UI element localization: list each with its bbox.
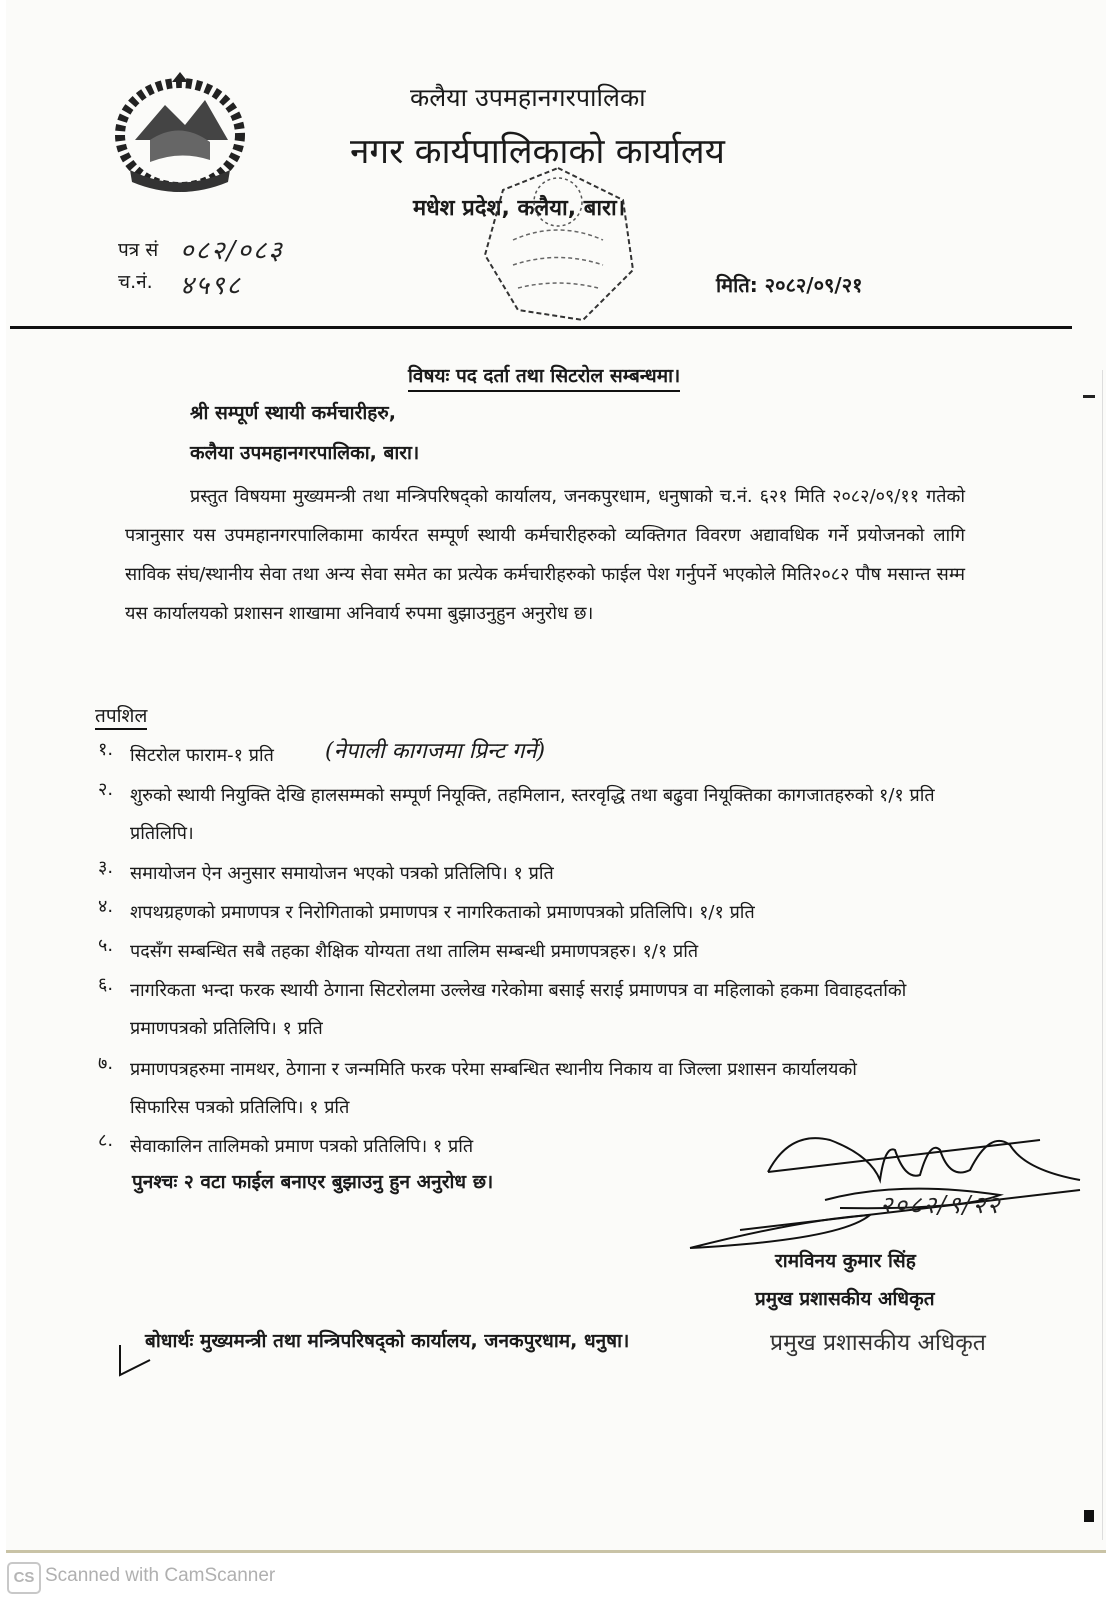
signer-title: प्रमुख प्रशासकीय अधिकृत bbox=[755, 1288, 935, 1310]
camscanner-logo-icon: CS bbox=[7, 1562, 41, 1594]
item-text: समायोजन ऐन अनुसार समायोजन भएको पत्रको प्रतिलिपि। १ प्रति bbox=[130, 863, 554, 884]
item-text: शपथग्रहणको प्रमाणपत्र र निरोगिताको प्रमाणपत्र र नागरिकताको प्रमाणपत्रको प्रतिलिपि। १/१ प्रति bbox=[130, 902, 755, 923]
item-text: प्रमाणपत्रहरुमा नामथर, ठेगाना र जन्ममिति फरक परेमा सम्बन्धित स्थानीय निकाय वा जिल्ला प्रशासन कार्यालयको सिफारिस पत्रको प्रतिलिपि। १ प्रति bbox=[130, 1059, 857, 1118]
schedule-item bbox=[98, 737, 330, 775]
schedule-item bbox=[98, 972, 965, 1048]
office-seal-stamp bbox=[473, 160, 643, 330]
item-number: ६. bbox=[98, 974, 114, 995]
office-name: नगर कार्यपालिकाको कार्यालय bbox=[350, 132, 725, 172]
dispatch-number-value: ४५९८ bbox=[180, 271, 243, 301]
letter-number-label: पत्र सं bbox=[118, 239, 159, 261]
schedule-item bbox=[98, 894, 965, 932]
item-number: ७. bbox=[98, 1053, 114, 1074]
item-text: नागरिकता भन्दा फरक स्थायी ठेगाना सिटरोलमा उल्लेख गरेकोमा बसाई सराई प्रमाणपत्र वा महिलाको हकमा विवाहदर्ताको प्रमाणपत्रको प्रतिलिपि। १ प्रति bbox=[130, 980, 907, 1039]
signer-name: रामविनय कुमार सिंह bbox=[775, 1250, 916, 1272]
item-text: सिटरोल फाराम-१ प्रति bbox=[130, 745, 274, 766]
item-number: १. bbox=[98, 739, 114, 760]
official-title-stamp: प्रमुख प्रशासकीय अधिकृत bbox=[770, 1330, 986, 1356]
municipality-name: कलैया उपमहानगरपालिका bbox=[410, 83, 646, 112]
schedule-item bbox=[98, 855, 965, 893]
schedule-item bbox=[98, 1128, 690, 1166]
office-address: मधेश प्रदेश, कलैया, बारा। bbox=[413, 196, 626, 221]
item-number: २. bbox=[98, 779, 114, 800]
cc-line: बोधार्थः मुख्यमन्त्री तथा मन्त्रिपरिषद्को कार्यालय, जनकपुरधाम, धनुषा। bbox=[145, 1330, 630, 1352]
edge-mark bbox=[1084, 1510, 1094, 1522]
dispatch-number-label: च.नं. bbox=[118, 271, 153, 293]
signature-date: २०८२/९/२२ bbox=[880, 1191, 1002, 1219]
nepal-emblem-icon bbox=[110, 70, 250, 195]
page-edge bbox=[6, 1550, 1106, 1553]
item-number: ४. bbox=[98, 896, 114, 917]
schedule-item bbox=[98, 933, 965, 971]
signature bbox=[680, 1120, 1090, 1250]
scan-edge-line bbox=[1102, 370, 1103, 1540]
item-text: सेवाकालिन तालिमको प्रमाण पत्रको प्रतिलिपि। १ प्रति bbox=[130, 1136, 474, 1157]
postscript: पुनश्चः २ वटा फाईल बनाएर बुझाउनु हुन अनुरोध छ। bbox=[132, 1171, 494, 1193]
header-divider bbox=[10, 326, 1072, 329]
edge-mark bbox=[1083, 395, 1095, 398]
addressee-line-2: कलैया उपमहानगरपालिका, बारा। bbox=[190, 442, 420, 464]
item-number: ८. bbox=[98, 1130, 114, 1151]
item-text: शुरुको स्थायी नियुक्ति देखि हालसम्मको सम्पूर्ण नियूक्ति, तहमिलान, स्तरवृद्धि तथा बढुवा नियूक्तिका कागजातहरुको १/१ प्रति प्रतिलिपि। bbox=[130, 785, 935, 844]
handwritten-note: (नेपाली कागजमा प्रिन्ट गर्ने) bbox=[325, 739, 546, 764]
item-text: पदसँग सम्बन्धित सबै तहका शैक्षिक योग्यता तथा तालिम सम्बन्धी प्रमाणपत्रहरु। १/१ प्रति bbox=[130, 941, 699, 962]
addressee-line-1: श्री सम्पूर्ण स्थायी कर्मचारीहरु, bbox=[190, 402, 396, 424]
letter-date: मिति: २०८२/०९/२१ bbox=[716, 273, 863, 297]
subject-line: विषयः पद दर्ता तथा सिटरोल सम्बन्धमा। bbox=[408, 362, 680, 392]
letter-number-value: ०८२/०८३ bbox=[180, 236, 284, 266]
item-number: ३. bbox=[98, 857, 114, 878]
camscanner-watermark: Scanned with CamScanner bbox=[45, 1565, 276, 1586]
schedule-item bbox=[98, 777, 965, 853]
schedule-heading: तपशिल bbox=[95, 702, 147, 730]
item-number: ५. bbox=[98, 935, 114, 956]
body-paragraph: प्रस्तुत विषयमा मुख्यमन्त्री तथा मन्त्रिपरिषद्को कार्यालय, जनकपुरधाम, धनुषाको च.नं. ६२१ मिति २०८२/०९/११ गतेको पत्रानुसार यस उपमहानगरपालिकामा कार्यरत सम्पूर्ण स्थायी कर्मचारीहरुको व्यक्तिगत विवरण अद्यावधिक गर्ने प्रयोजनको लागि साविक संघ/स्थानीय सेवा तथा अन्य सेवा समेत का प्रत्येक कर्मचारीहरुको फाईल पेश गर्नुपर्ने भएकोले मिति२०८२ पौष मसान्त सम्म यस कार्यालयको प्रशासन शाखामा अनिवार्य रुपमा बुझाउनुहुन अनुरोध छ। bbox=[125, 486, 965, 624]
schedule-item bbox=[98, 1051, 920, 1127]
